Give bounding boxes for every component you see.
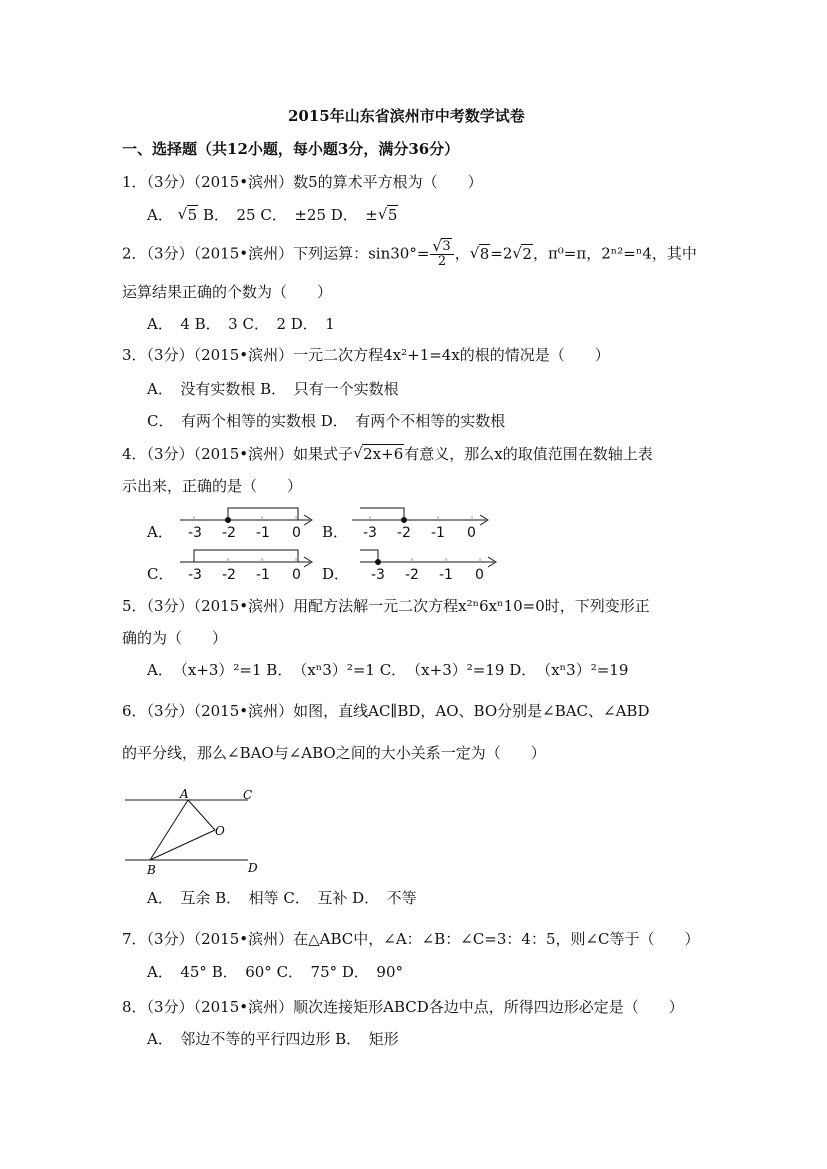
tick-label: -1 bbox=[439, 567, 453, 583]
question-7-options: A． 45° B． 60° C． 75° D． 90° bbox=[147, 963, 404, 981]
tick-label: -1 bbox=[256, 567, 270, 583]
sqrt-5-pm: √ 5 bbox=[378, 205, 399, 225]
question-6-line1: 6．（3分）（2015•滨州）如图，直线AC∥BD，AO、BO分别是∠BAC、∠ABD bbox=[122, 702, 650, 720]
label-C: C bbox=[243, 788, 253, 802]
number-line-a bbox=[180, 505, 320, 541]
tick-label: -3 bbox=[371, 567, 385, 583]
question-6-options: A． 互余 B． 相等 C． 互补 D． 不等 bbox=[147, 889, 417, 907]
tick-label: -1 bbox=[431, 525, 445, 541]
number-line-b bbox=[352, 505, 492, 541]
question-2-line2: 运算结果正确的个数为（ ） bbox=[122, 283, 333, 301]
label-B: B bbox=[147, 863, 156, 877]
label-O: O bbox=[215, 824, 225, 838]
sqrt-2: √ 2 bbox=[512, 244, 533, 264]
label-A: A bbox=[180, 787, 189, 801]
tick-label: -3 bbox=[188, 525, 202, 541]
question-4-line2: 示出来，正确的是（ ） bbox=[122, 477, 303, 495]
question-5-line2: 确的为（ ） bbox=[122, 629, 228, 647]
tick-label: -2 bbox=[222, 525, 236, 541]
number-line-c bbox=[180, 547, 320, 583]
option-b-label: B． bbox=[322, 523, 349, 541]
sqrt-2x-plus-6: √ 2x+6 bbox=[353, 444, 404, 464]
sqrt-8: √ 8 bbox=[470, 244, 491, 264]
question-7-stem: 7．（3分）（2015•滨州）在△ABC中，∠A：∠B：∠C=3：4：5，则∠C等于（ ） bbox=[122, 930, 700, 948]
question-5-options: A． （x+3）²=1 B． （xⁿ3）²=1 C． （x+3）²=19 D． （xⁿ3）²=19 bbox=[147, 661, 629, 679]
tick-label: -3 bbox=[363, 525, 377, 541]
tick-label: -2 bbox=[222, 567, 236, 583]
question-6-line2: 的平分线，那么∠BAO与∠ABO之间的大小关系一定为（ ） bbox=[122, 744, 546, 762]
number-line-d bbox=[360, 547, 500, 583]
question-3-stem: 3．（3分）（2015•滨州）一元二次方程4x²+1=4x的根的情况是（ ） bbox=[122, 346, 610, 364]
question-8-options: A． 邻边不等的平行四边形 B． 矩形 bbox=[147, 1030, 399, 1048]
question-8-stem: 8．（3分）（2015•滨州）顺次连接矩形ABCD各边中点，所得四边形必定是（ ） bbox=[122, 998, 684, 1016]
option-a-label: A． bbox=[147, 523, 173, 541]
question-2-stem: 2．（3分）（2015•滨州）下列运算：sin30°= √ $\frac{3}{2}$ ，√ 8=2√ 2，π⁰=π，2ⁿ²=ⁿ4，其中 bbox=[122, 240, 697, 269]
tick-label: -2 bbox=[405, 567, 419, 583]
label-D: D bbox=[248, 861, 258, 875]
tick-label: -1 bbox=[256, 525, 270, 541]
tick-label: -2 bbox=[397, 525, 411, 541]
tick-label: -3 bbox=[188, 567, 202, 583]
geometry-figure bbox=[122, 785, 272, 880]
question-2-options: A． 4 B． 3 C． 2 D． 1 bbox=[147, 315, 335, 333]
tick-label: 0 bbox=[292, 525, 301, 541]
question-5-line1: 5．（3分）（2015•滨州）用配方法解一元二次方程x²ⁿ6xⁿ10=0时，下列变形正 bbox=[122, 597, 650, 615]
fraction-sqrt3-over-2: √ $\frac{3}{2}$ bbox=[430, 240, 453, 269]
question-1-options: A． √ 5 B． 25 C． ±25 D． ±√ 5 bbox=[147, 205, 398, 225]
option-d-label: D． bbox=[322, 565, 350, 583]
question-4-stem: 4．（3分）（2015•滨州）如果式子√ 2x+6有意义，那么x的取值范围在数轴上表 bbox=[122, 444, 653, 464]
question-3-options-2: C． 有两个相等的实数根 D． 有两个不相等的实数根 bbox=[147, 412, 506, 430]
question-3-options-1: A． 没有实数根 B． 只有一个实数根 bbox=[147, 380, 399, 398]
tick-label: 0 bbox=[292, 567, 301, 583]
question-1-stem: 1．（3分）（2015•滨州）数5的算术平方根为（ ） bbox=[122, 173, 483, 191]
tick-label: 0 bbox=[475, 567, 484, 583]
page-title: 2015年山东省滨州市中考数学试卷 bbox=[288, 107, 525, 125]
option-c-label: C． bbox=[147, 565, 174, 583]
sqrt-5: √ 5 bbox=[178, 205, 199, 225]
tick-label: 0 bbox=[467, 525, 476, 541]
section-heading: 一、选择题（共12小题，每小题3分，满分36分） bbox=[122, 140, 460, 158]
